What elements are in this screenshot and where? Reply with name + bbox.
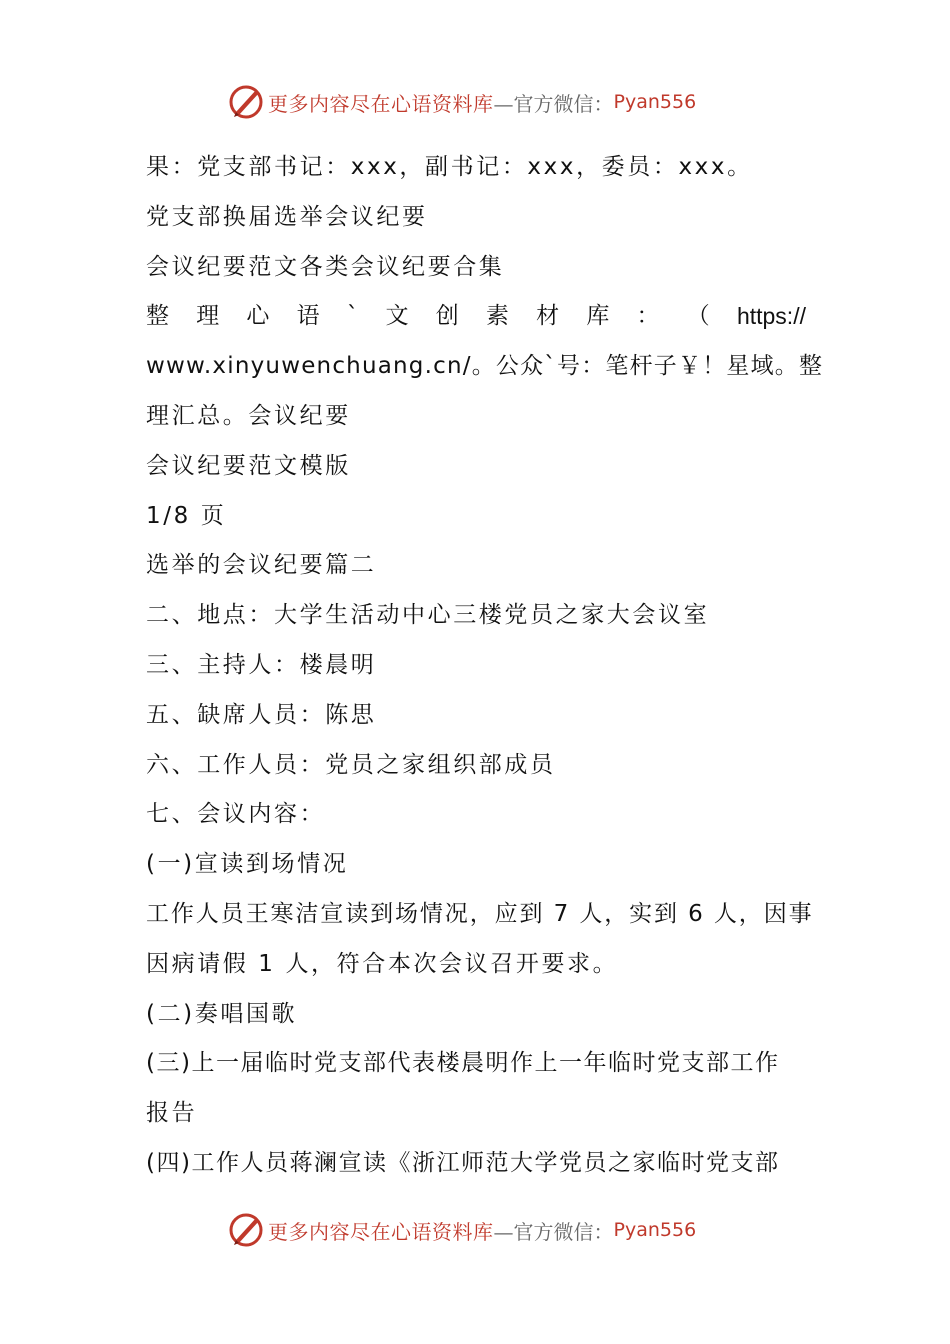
- banner-title: 更多内容尽在心语资料库: [268, 1219, 494, 1244]
- char: 文: [385, 303, 409, 330]
- text-line: (四)工作人员蒋澜宣读《浙江师范大学党员之家临时党支部: [146, 1149, 780, 1176]
- text-line: 理汇总。会议纪要: [146, 402, 351, 429]
- text-line: (一)宣读到场情况: [146, 851, 349, 878]
- char: 语: [296, 303, 320, 330]
- banner-wechat-id: Pyan556: [613, 91, 697, 113]
- page-indicator: 1/8 页: [146, 502, 227, 529]
- text-line: 会议纪要范文模版: [146, 452, 351, 479]
- text-line: 因病请假 1 人，符合本次会议召开要求。: [146, 950, 619, 977]
- text-line: www.xinyuwenchuang.cn/。公众`号：笔杆子￥！星域。整: [146, 353, 824, 380]
- char: `: [346, 303, 359, 330]
- text-line: (三)上一届临时党支部代表楼晨明作上一年临时党支部工作: [146, 1050, 780, 1077]
- banner-separator: —官方微信：: [493, 91, 614, 116]
- text-line: 报告: [146, 1100, 198, 1127]
- char: 心: [246, 303, 270, 330]
- char: 材: [536, 303, 560, 330]
- text-line: 三、主持人：楼晨明: [146, 651, 377, 678]
- text-line: 五、缺席人员：陈思: [146, 701, 377, 728]
- document-body: [146, 143, 824, 1189]
- url-fragment: https://: [736, 303, 806, 330]
- pen-circle-logo-icon: [226, 1210, 266, 1250]
- text-line: 果：党支部书记：xxx，副书记：xxx，委员：xxx。: [146, 154, 753, 180]
- char: 理: [196, 303, 220, 330]
- text-line-justified: [146, 292, 806, 342]
- header-banner: [226, 80, 746, 124]
- char: 库: [586, 303, 610, 330]
- text-line: 七、会议内容：: [146, 801, 326, 828]
- char: ：: [636, 303, 660, 330]
- banner-wechat-id: Pyan556: [613, 1219, 697, 1241]
- text-line: 党支部换届选举会议纪要: [146, 203, 428, 230]
- banner-title: 更多内容尽在心语资料库: [268, 91, 494, 116]
- char: 整: [146, 303, 169, 330]
- text-line: 会议纪要范文各类会议纪要合集: [146, 253, 505, 280]
- text-line: (二)奏唱国歌: [146, 1000, 298, 1027]
- text-line: 六、工作人员：党员之家组织部成员: [146, 751, 556, 778]
- section-title: 选举的会议纪要篇二: [146, 552, 377, 579]
- pen-circle-logo-icon: [226, 82, 266, 122]
- text-line: 工作人员王寒洁宣读到场情况，应到 7 人，实到 6 人，因事: [146, 900, 814, 927]
- text-line: 二、地点：大学生活动中心三楼党员之家大会议室: [146, 602, 710, 629]
- char: 创: [435, 303, 459, 330]
- char: 素: [485, 303, 509, 330]
- banner-separator: —官方微信：: [493, 1219, 614, 1244]
- footer-banner: [226, 1208, 746, 1252]
- char: （: [686, 303, 710, 330]
